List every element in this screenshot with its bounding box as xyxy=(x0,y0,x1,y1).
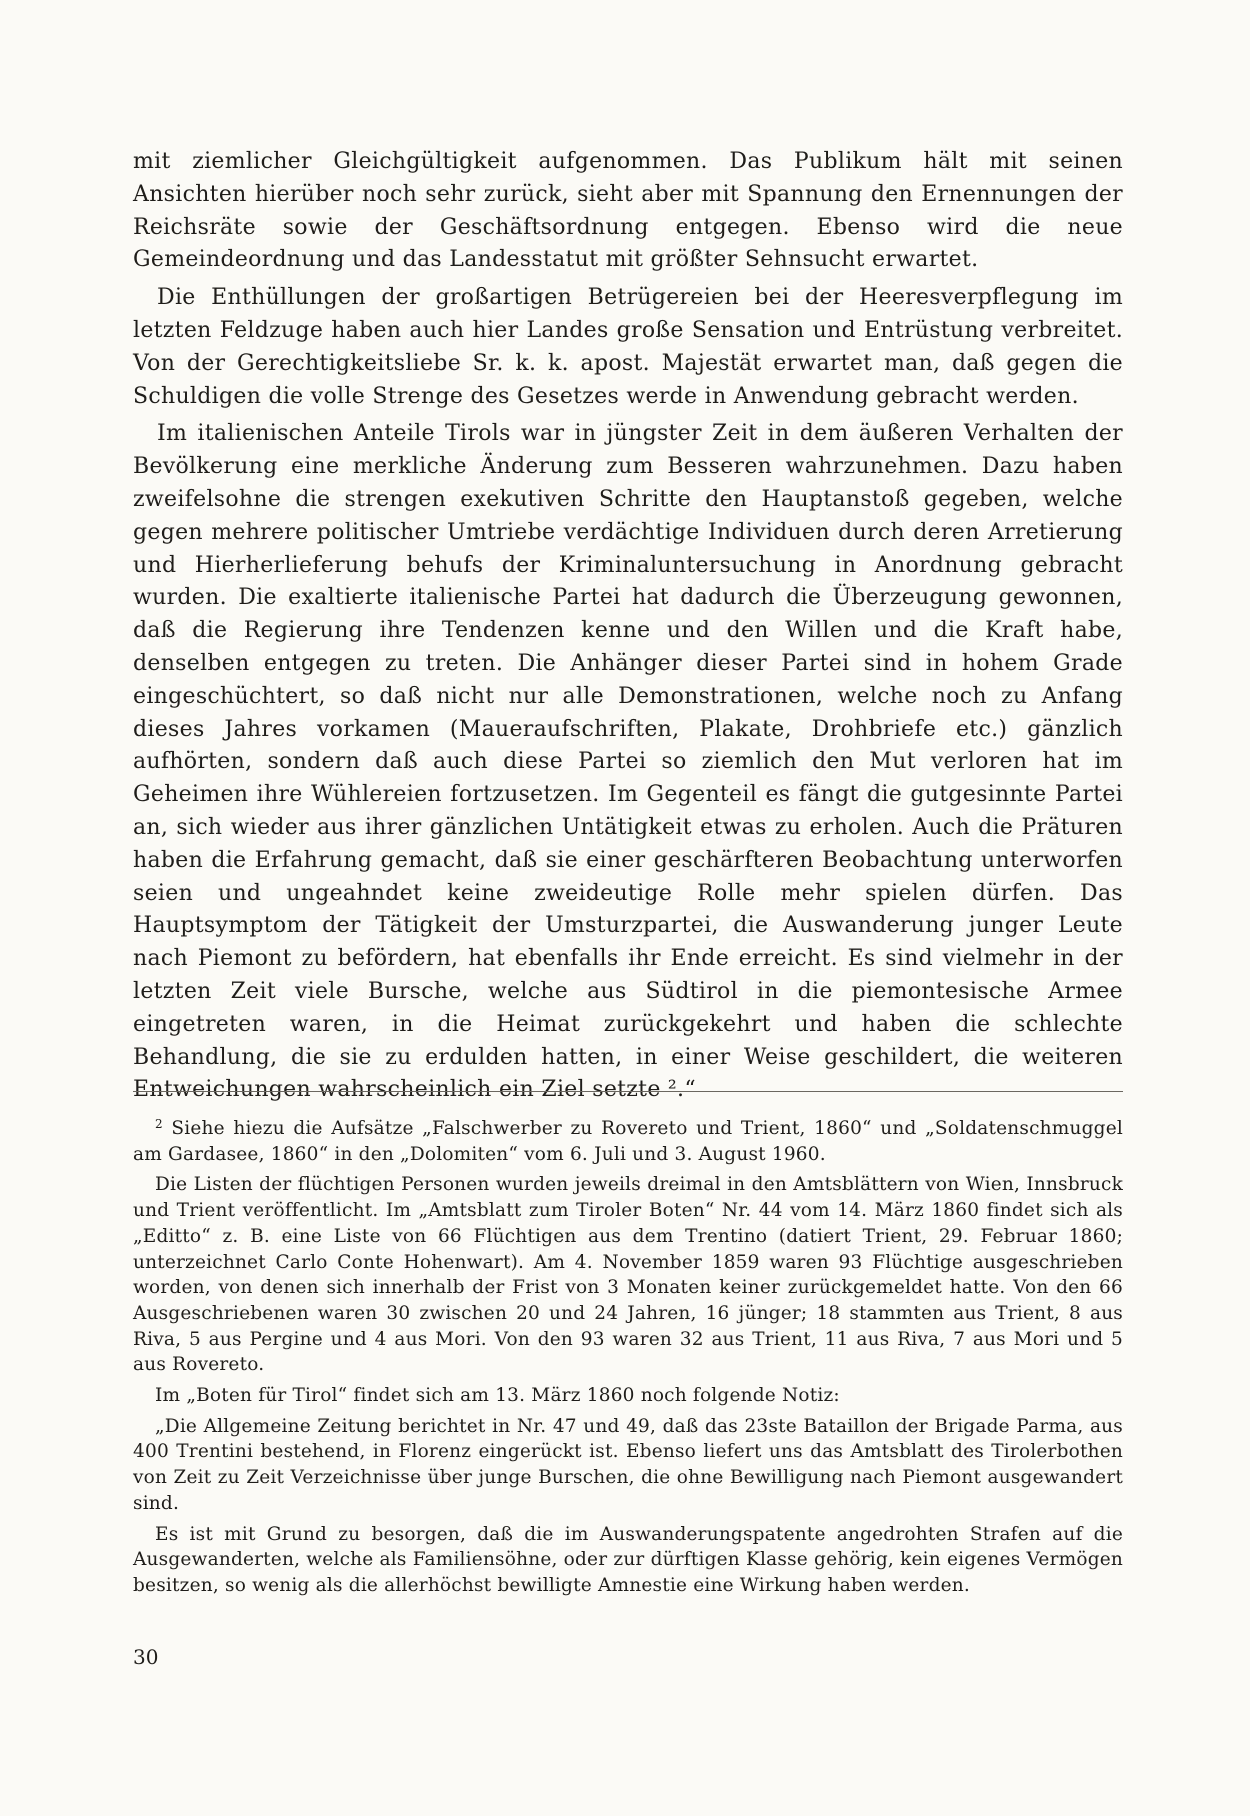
footnote-divider xyxy=(133,1091,1123,1092)
footnote-paragraph: Die Listen der flüchtigen Personen wurden jeweils dreimal in den Amtsblättern von Wien, Innsbruck und Trient veröffentlicht. Im „Amtsblatt zum Tiroler Boten“ Nr. 44 vom 14. März 1860 findet sich als „Editto“ z. B. eine Liste von 66 Flüchtigen aus dem Trentino (datiert Trient, 29. Februar 1860; unterzeichnet Carlo Conte Hohenwart). Am 4. November 1859 waren 93 Flüchtige ausgeschrieben worden, von denen sich innerhalb der Frist von 3 Monaten keiner zurückgemeldet hatte. Von den 66 Ausgeschriebenen waren 30 zwischen 20 und 24 Jahren, 16 jünger; 18 stammten aus Trient, 8 aus Riva, 5 aus Pergine und 4 aus Mori. Von den 93 waren 32 aus Trient, 11 aus Riva, 7 aus Mori und 5 aus Rovereto. xyxy=(133,1174,1123,1376)
paragraph: mit ziemlicher Gleichgültigkeit aufgenommen. Das Publikum hält mit seinen Ansichten hierüber noch sehr zurück, sieht aber mit Spannung den Ernennungen der Reichsräte sowie der Geschäftsordnung entgegen. Ebenso wird die neue Gemeindeordnung und das Landesstatut mit größter Sehnsucht erwartet. xyxy=(133,149,1123,273)
paragraph: Die Enthüllungen der großartigen Betrügereien bei der Heeresverpflegung im letzten Feldzuge haben auch hier Landes große Sensation und Entrüstung verbreitet. Von der Gerechtigkeitsliebe Sr. k. k. apost. Majestät erwartet man, daß gegen die Schuldigen die volle Strenge des Gesetzes werde in Anwendung gebracht werden. xyxy=(133,285,1123,409)
paragraph: Im italienischen Anteile Tirols war in jüngster Zeit in dem äußeren Verhalten der Bevölkerung eine merkliche Änderung zum Besseren wahrzunehmen. Dazu haben zweifelsohne die strengen exekutiven Schritte den Hauptanstoß gegeben, welche gegen mehrere politischer Umtriebe verdächtige Individuen durch deren Arretierung und Hierherlieferung behufs der Kriminaluntersuchung in Anordnung gebracht wurden. Die exaltierte italienische Partei hat dadurch die Überzeugung gewonnen, daß die Regierung ihre Tendenzen kenne und den Willen und die Kraft habe, denselben entgegen zu treten. Die Anhänger dieser Partei sind in hohem Grade eingeschüchtert, so daß nicht nur alle Demonstrationen, welche noch zu Anfang dieses Jahres vorkamen (Maueraufschriften, Plakate, Drohbriefe etc.) gänzlich aufhörten, sondern daß auch diese Partei so ziemlich den Mut verloren hat im Geheimen ihre Wühlereien fortzusetzen. Im Gegenteil es fängt die gutgesinnte Partei an, sich wieder aus ihrer gänzlichen Untätigkeit etwas zu erholen. Auch die Präturen haben die Erfahrung gemacht, daß sie einer geschärfteren Beobachtung unterworfen seien und ungeahndet keine zweideutige Rolle mehr spielen dürfen. Das Hauptsymptom der Tätigkeit der Umsturzpartei, die Auswanderung junger Leute nach Piemont zu befördern, hat ebenfalls ihr Ende erreicht. Es sind vielmehr in der letzten Zeit viele Bursche, welche aus Südtirol in die piemontesische Armee eingetreten waren, in die Heimat zurückgekehrt und haben die schlechte Behandlung, die sie zu erdulden hatten, in einer Weise geschildert, die weiteren Entweichungen wahrscheinlich ein Ziel setzte ².“ xyxy=(133,421,1123,1103)
page-number: 30 xyxy=(133,1645,159,1669)
main-text xyxy=(133,146,1123,1112)
footnote-paragraph: Im „Boten für Tirol“ findet sich am 13. März 1860 noch folgende Notiz: xyxy=(155,1385,840,1407)
footnote-marker: 2 xyxy=(155,1117,163,1131)
footnotes xyxy=(133,1112,1123,1604)
footnote xyxy=(133,1112,1123,1167)
footnote-paragraph: „Die Allgemeine Zeitung berichtet in Nr. 47 und 49, daß das 23ste Bataillon der Brigade Parma, aus 400 Trentini bestehend, in Florenz eingerückt ist. Ebenso liefert uns das Amtsblatt des Tirolerbothen von Zeit zu Zeit Verzeichnisse über junge Burschen, die ohne Bewilligung nach Piemont ausgewandert sind. xyxy=(133,1415,1123,1514)
footnote-paragraph: Es ist mit Grund zu besorgen, daß die im Auswanderungspatente angedrohten Strafen auf die Ausgewanderten, welche als Familiensöhne, oder zur dürftigen Klasse gehörig, kein eigenes Vermögen besitzen, so wenig als die allerhöchst bewilligte Amnestie eine Wirkung haben werden. xyxy=(133,1523,1123,1596)
footnote-text: Siehe hiezu die Aufsätze „Falschwerber zu Rovereto und Trient, 1860“ und „Soldatenschmuggel am Gardasee, 1860“ in den „Dolomiten“ vom 6. Juli und 3. August 1960. xyxy=(133,1118,1123,1165)
